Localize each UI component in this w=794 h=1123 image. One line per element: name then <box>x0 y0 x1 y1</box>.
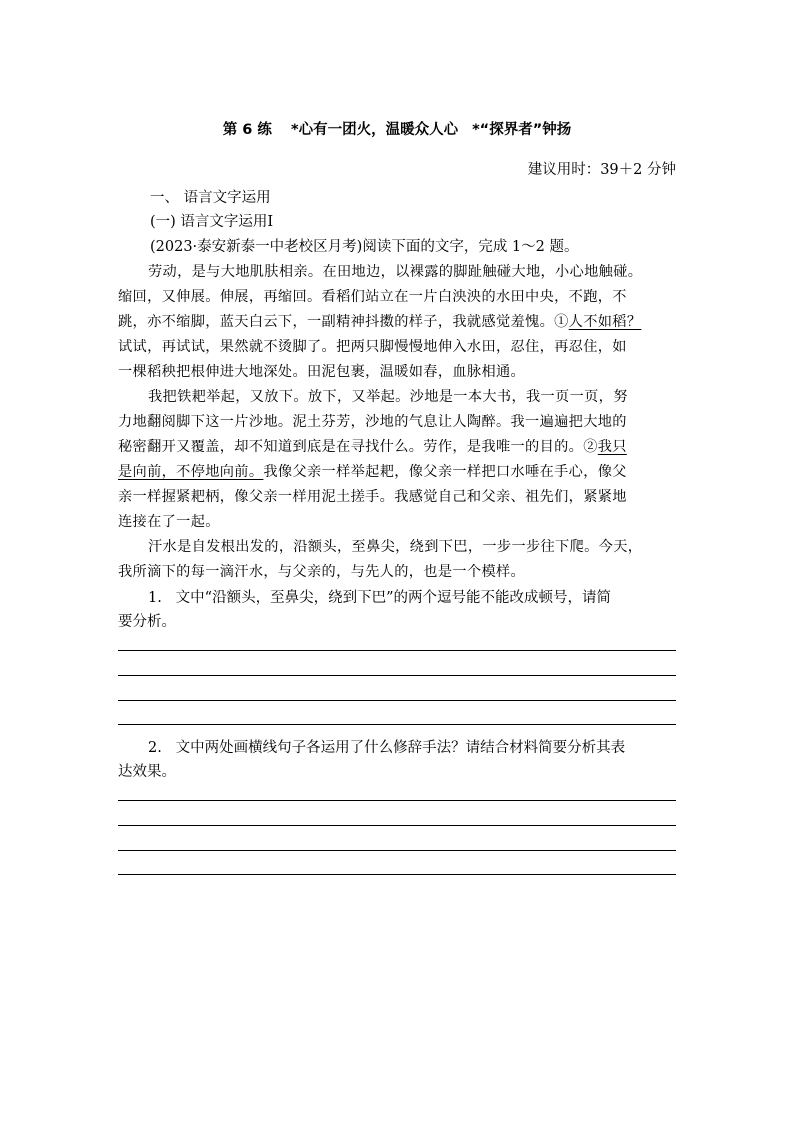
source-line: (2023·泰安新泰一中老校区月考)阅读下面的文字，完成 1～2 题。 <box>150 239 579 255</box>
passage-line <box>118 311 678 331</box>
passage-line <box>118 461 678 481</box>
passage-text: 跳，亦不缩脚，蓝天白云下，一副精神抖擞的样子，我就感觉羞愧。① <box>118 314 569 330</box>
answer-line[interactable] <box>118 650 676 651</box>
suggested-time: 建议用时：39＋2 分钟 <box>527 162 676 178</box>
passage-line: 连接在了一起。 <box>118 514 220 530</box>
passage-line: 我把铁耙举起，又放下。放下，又举起。沙地是一本大书，我一页一页，努 <box>148 389 628 405</box>
passage-line: 亲一样握紧耙柄，像父亲一样用泥土搓手。我感觉自己和父亲、祖先们，紧紧地 <box>118 489 627 505</box>
answer-line[interactable] <box>118 800 676 801</box>
subsection-heading: (一) 语言文字运用Ⅰ <box>150 214 274 230</box>
answer-line[interactable] <box>118 724 676 725</box>
passage-line: 缩回，又伸展。伸展，再缩回。看稻们站立在一片白泱泱的水田中央，不跑，不 <box>118 289 627 305</box>
passage-line: 力地翻阅脚下这一片沙地。泥土芬芳，沙地的气息让人陶醉。我一遍遍把大地的 <box>118 414 627 430</box>
question-1 <box>148 586 708 607</box>
answer-line[interactable] <box>118 874 676 875</box>
question-number: 2. <box>148 740 162 756</box>
title-main: 第 6 练 <box>222 122 277 138</box>
question-2 <box>148 736 708 757</box>
passage-line: 试试，再试试，果然就不烫脚了。把两只脚慢慢地伸入水田，忍住，再忍住，如 <box>118 339 627 355</box>
passage-text: 我像父亲一样举起耙，像父亲一样把口水唾在手心，像父 <box>263 464 627 480</box>
question-text: 文中“沿额头，至鼻尖，绕到下巴”的两个逗号能不能改成顿号，请简 <box>175 590 611 606</box>
question-1-continued: 要分析。 <box>118 614 176 630</box>
underlined-sentence-2-start: 我只 <box>597 439 627 455</box>
title-part-2: *“探界者”钟扬 <box>472 122 572 138</box>
underlined-sentence-2-end: 是向前，不停地向前。 <box>118 464 264 480</box>
passage-line: 我所滴下的每一滴汗水，与父亲的，与先人的，也是一个模样。 <box>118 564 526 580</box>
passage-line: 一棵稻秧把根伸进大地深处。田泥包裹，温暖如春，血脉相通。 <box>118 364 526 380</box>
section-heading: 一、 语言文字运用 <box>150 190 271 206</box>
passage-text: 秘密翻开又覆盖，却不知道到底是在寻找什么。劳作，是我唯一的目的。② <box>118 439 598 455</box>
answer-line[interactable] <box>118 700 676 701</box>
passage-line: 汗水是自发根出发的，沿额头，至鼻尖，绕到下巴，一步一步往下爬。今天， <box>148 539 643 555</box>
question-text: 文中两处画横线句子各运用了什么修辞手法？请结合材料简要分析其表 <box>175 740 626 756</box>
answer-line[interactable] <box>118 825 676 826</box>
title-part-1: *心有一团火，温暖众人心 <box>290 122 459 138</box>
underlined-sentence-1: 人不如稻？ <box>568 314 642 330</box>
question-2-continued: 达效果。 <box>118 764 176 780</box>
answer-line[interactable] <box>118 675 676 676</box>
question-number: 1. <box>148 590 162 606</box>
passage-line: 劳动，是与大地肌肤相亲。在田地边，以裸露的脚趾触碰大地，小心地触碰。 <box>148 264 643 280</box>
page-title <box>0 118 794 139</box>
passage-line <box>118 436 678 456</box>
answer-line[interactable] <box>118 850 676 851</box>
